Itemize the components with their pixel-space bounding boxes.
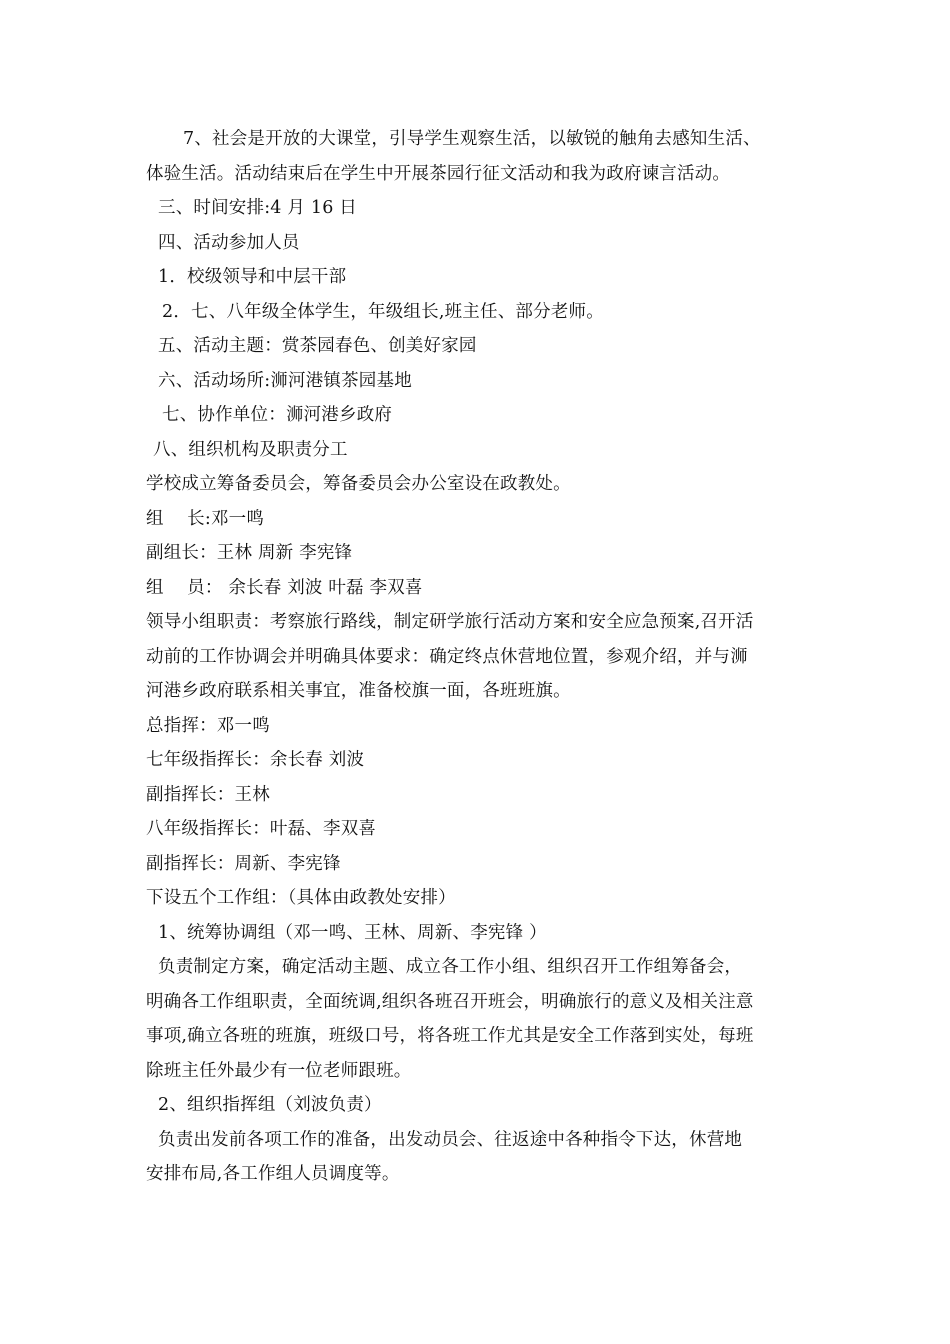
text-line: 八年级指挥长：叶磊、李双喜 [146,819,377,839]
text-line: 7、社会是开放的大课堂，引导学生观察生活，以敏锐的触角去感知生活、 [183,129,761,149]
document-body [146,122,814,1192]
text-line: 六、活动场所:浉河港镇茶园基地 [158,370,412,391]
text-line: 组 长:邓一鸣 [146,508,265,529]
text-line: 明确各工作组职责，全面统调,组织各班召开班会，明确旅行的意义及相关注意 [146,991,754,1012]
text-line: 总指挥：邓一鸣 [146,715,270,736]
text-line: 2．七、八年级全体学生，年级组长,班主任、部分老师。 [162,301,604,322]
text-line: 1、统筹协调组（邓一鸣、王林、周新、李宪锋 ） [158,922,547,943]
text-line: 副组长：王林 周新 李宪锋 [146,543,353,563]
text-line: 负责制定方案，确定活动主题、成立各工作小组、组织召开工作组筹备会， [158,957,743,977]
text-line: 除班主任外最少有一位老师跟班。 [146,1060,412,1081]
text-line: 副指挥长：王林 [146,784,270,805]
text-line: 副指挥长：周新、李宪锋 [146,853,341,874]
text-line: 七年级指挥长：余长春 刘波 [146,750,365,770]
text-line: 体验生活。活动结束后在学生中开展茶园行征文活动和我为政府谏言活动。 [146,163,731,184]
text-line: 2、组织指挥组（刘波负责） [158,1095,382,1115]
text-line: 七、协作单位：浉河港乡政府 [162,405,393,425]
text-line: 三、时间安排:4 月 16 日 [158,198,357,218]
text-line: 下设五个工作组：（具体由政教处安排） [146,888,456,908]
text-line: 河港乡政府联系相关事宜，准备校旗一面，各班班旗。 [146,681,571,701]
text-line: 动前的工作协调会并明确具体要求：确定终点休营地位置，参观介绍，并与浉 [146,646,748,667]
text-line: 四、活动参加人员 [158,232,300,253]
text-line: 事项,确立各班的班旗，班级口号，将各班工作尤其是安全工作落到实处，每班 [146,1026,754,1046]
text-line: 领导小组职责：考察旅行路线，制定研学旅行活动方案和安全应急预案,召开活 [146,612,754,632]
text-line: 安排布局,各工作组人员调度等。 [146,1164,400,1184]
text-line: 五、活动主题：赏茶园春色、创美好家园 [158,336,477,356]
text-line: 1．校级领导和中层干部 [158,267,347,287]
text-line: 负责出发前各项工作的准备，出发动员会、往返途中各种指令下达，休营地 [158,1129,743,1150]
text-line: 八、组织机构及职责分工 [153,439,348,460]
text-line: 组 员： 余长春 刘波 叶磊 李双喜 [146,577,423,598]
text-line: 学校成立筹备委员会，筹备委员会办公室设在政教处。 [146,474,571,494]
